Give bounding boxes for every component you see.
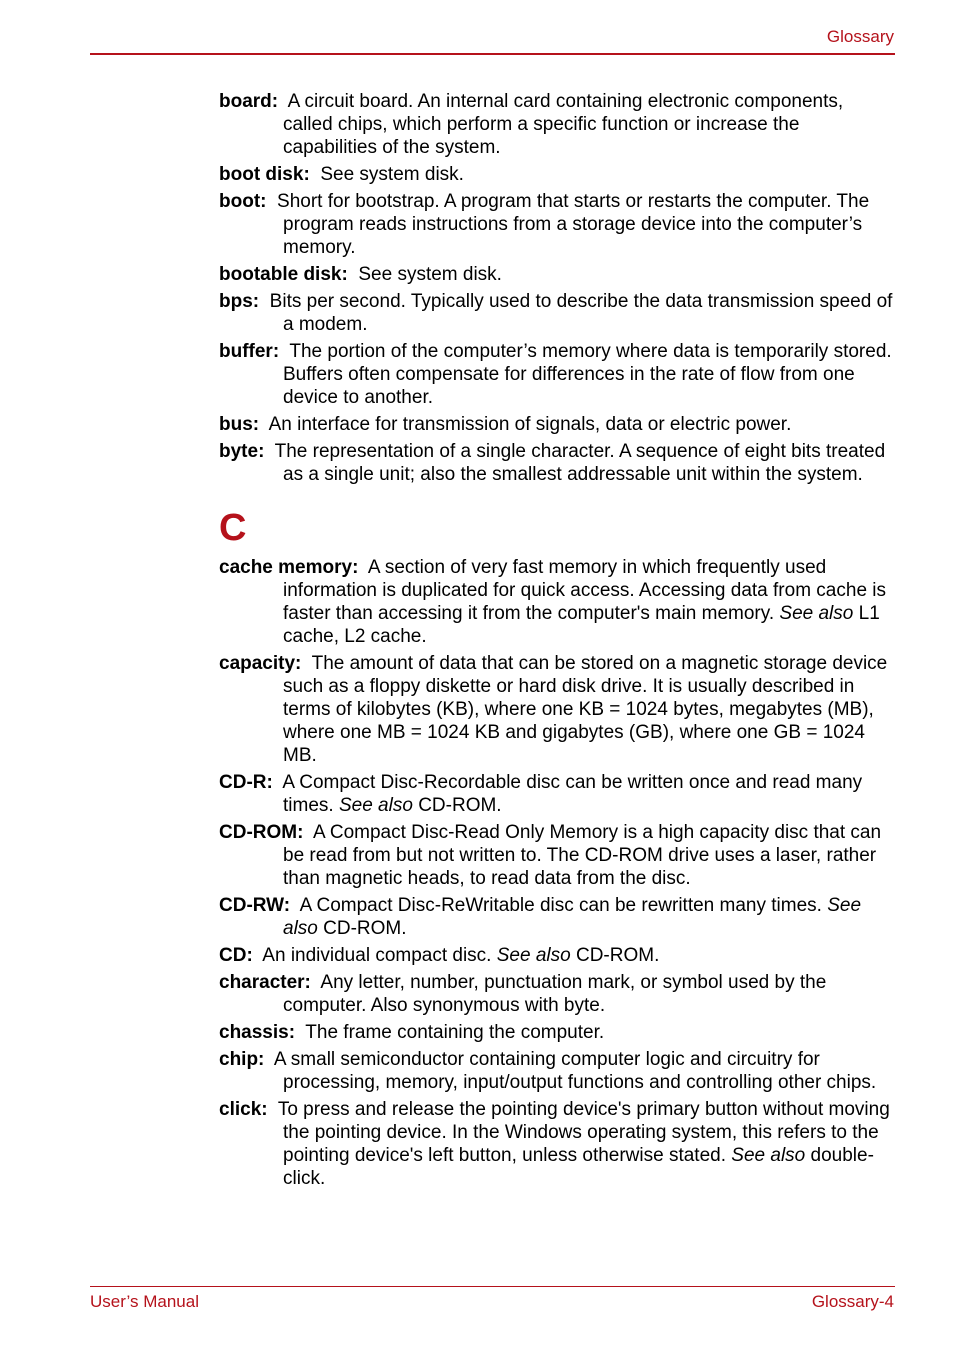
- glossary-term: capacity:: [219, 653, 302, 674]
- glossary-term: CD-ROM:: [219, 822, 304, 843]
- glossary-definition: A Compact Disc-Read Only Memory is a high capacity disc that can be read from but not written to. The CD-ROM drive uses a laser, rather than magnetic heads, to read data from the disc.: [283, 822, 882, 889]
- glossary-definition: Any letter, number, punctuation mark, or symbol used by the computer. Also synonymous with byte.: [283, 972, 827, 1016]
- glossary-definition: An interface for transmission of signals, data or electric power.: [268, 414, 792, 435]
- glossary-definition: Short for bootstrap. A program that starts or restarts the computer. The program reads instructions from a storage device into the computer’s memory.: [277, 191, 870, 258]
- page-header-title: Glossary: [826, 27, 894, 46]
- glossary-definition: The representation of a single character. A sequence of eight bits treated as a single unit; also the smallest addressable unit within the system.: [274, 441, 886, 485]
- glossary-term: board:: [219, 91, 279, 112]
- footer-divider: [90, 1286, 895, 1287]
- section-heading-c: C: [219, 507, 247, 549]
- glossary-entry: [219, 1021, 895, 1044]
- glossary-entry: [219, 340, 895, 409]
- glossary-term: bus:: [219, 414, 260, 435]
- glossary-term: character:: [219, 972, 311, 993]
- glossary-entry: [219, 971, 895, 1017]
- glossary-term: boot:: [219, 191, 267, 212]
- glossary-definition: Bits per second. Typically used to describe the data transmission speed of a modem.: [269, 291, 893, 335]
- glossary-entry: [219, 163, 895, 186]
- glossary-definition: An individual compact disc.: [262, 945, 492, 966]
- glossary-term: buffer:: [219, 341, 280, 362]
- glossary-list-b: [219, 90, 895, 486]
- glossary-term: chip:: [219, 1049, 265, 1070]
- glossary-entry: [219, 263, 895, 286]
- glossary-term: CD-RW:: [219, 895, 291, 916]
- footer-page-number: Glossary-4: [811, 1292, 894, 1311]
- glossary-definition: See system disk.: [320, 164, 464, 185]
- see-also-label: See also: [731, 1145, 806, 1166]
- glossary-definition: A Compact Disc-ReWritable disc can be rewritten many times.: [299, 895, 822, 916]
- glossary-entry: [219, 413, 895, 436]
- glossary-definition: A Compact Disc-Recordable disc can be written once and read many times.: [282, 772, 863, 816]
- glossary-term: boot disk:: [219, 164, 310, 185]
- see-also-label: See also: [496, 945, 571, 966]
- glossary-entry: [219, 894, 895, 940]
- footer-manual-title: User’s Manual: [90, 1292, 199, 1311]
- glossary-entry: [219, 652, 895, 767]
- glossary-entry: [219, 190, 895, 259]
- glossary-entry: [219, 440, 895, 486]
- glossary-term: bps:: [219, 291, 260, 312]
- glossary-entry: [219, 556, 895, 648]
- glossary-definition: A circuit board. An internal card containing electronic components, called chips, which perform a specific function or increase the capabilities of the system.: [283, 91, 844, 158]
- see-also-reference: double-click.: [283, 1145, 874, 1189]
- see-also-reference: L1 cache, L2 cache.: [283, 603, 880, 647]
- glossary-term: bootable disk:: [219, 264, 348, 285]
- glossary-entry: [219, 1048, 895, 1094]
- glossary-term: byte:: [219, 441, 265, 462]
- glossary-content: [219, 90, 895, 1194]
- glossary-definition: A section of very fast memory in which frequently used information is duplicated for quick access. Accessing data from cache is faster than accessing it from the computer's main memory.: [283, 557, 887, 624]
- see-also-reference: CD-ROM.: [323, 918, 407, 939]
- glossary-term: CD-R:: [219, 772, 273, 793]
- see-also-label: See also: [283, 895, 862, 939]
- glossary-term: CD:: [219, 945, 253, 966]
- glossary-term: chassis:: [219, 1022, 296, 1043]
- glossary-term: click:: [219, 1099, 268, 1120]
- glossary-definition: See system disk.: [358, 264, 502, 285]
- see-also-label: See also: [779, 603, 854, 624]
- see-also-label: See also: [338, 795, 413, 816]
- header-divider: [90, 53, 895, 55]
- glossary-definition: The frame containing the computer.: [305, 1022, 605, 1043]
- glossary-entry: [219, 821, 895, 890]
- glossary-definition: To press and release the pointing device's primary button without moving the pointing device. In the Windows operating system, this refers to the pointing device's left button, unless otherwise stated.: [277, 1099, 890, 1166]
- see-also-reference: CD-ROM.: [418, 795, 502, 816]
- glossary-entry: [219, 771, 895, 817]
- see-also-reference: CD-ROM.: [575, 945, 660, 966]
- glossary-list-c: [219, 556, 895, 1190]
- glossary-entry: [219, 290, 895, 336]
- glossary-term: cache memory:: [219, 557, 359, 578]
- glossary-definition: The amount of data that can be stored on a magnetic storage device such as a floppy diskette or hard disk drive. It is usually described in terms of kilobytes (KB), where one KB = 1024 bytes, megabytes (MB), where one MB = 1024 KB and gigabytes (GB), where one GB = 1024 MB.: [283, 653, 888, 766]
- glossary-entry: [219, 1098, 895, 1190]
- glossary-entry: [219, 90, 895, 159]
- glossary-definition: The portion of the computer’s memory where data is temporarily stored. Buffers often compensate for differences in the rate of flow from one device to another.: [283, 341, 892, 408]
- glossary-entry: [219, 944, 895, 967]
- glossary-definition: A small semiconductor containing computer logic and circuitry for processing, memory, input/output functions and controlling other chips.: [273, 1049, 877, 1093]
